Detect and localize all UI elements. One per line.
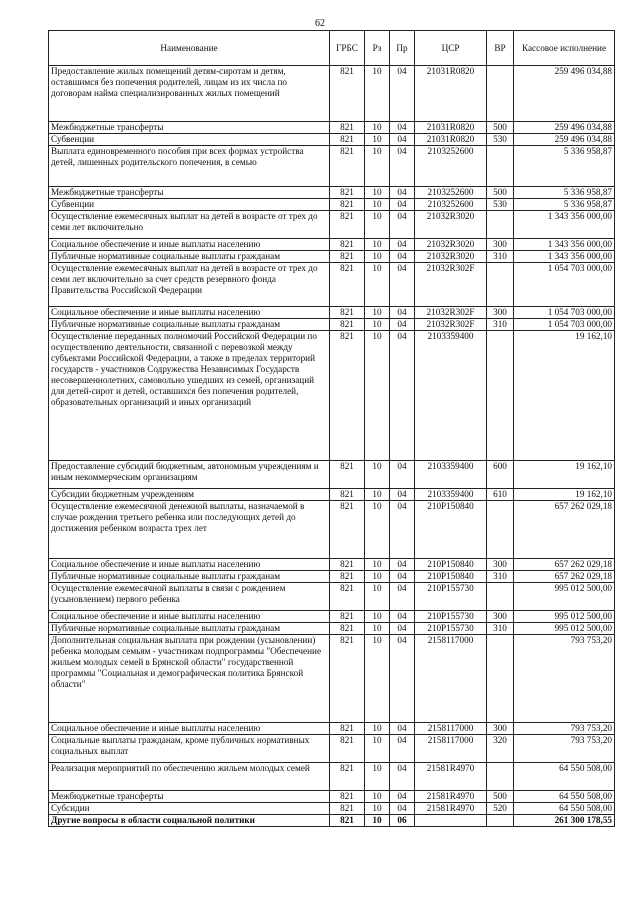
cell-csr: 2103252600 [415,187,487,199]
cell-amount: 793 753,20 [514,735,615,763]
table-row [49,134,615,146]
table-row [49,723,615,735]
cell-name: Социальные выплаты гражданам, кроме публичных нормативных социальных выплат [49,735,330,763]
cell-name: Публичные нормативные социальные выплаты гражданам [49,571,330,583]
header-csr: ЦСР [415,31,487,66]
cell-amount: 5 336 958,87 [514,199,615,211]
cell-pr: 04 [390,146,415,187]
cell-pr: 04 [390,723,415,735]
cell-name: Дополнительная социальная выплата при рождении (усыновлении) ребенка молодым семьям - участникам подпрограммы "Обеспечение жильем молодых семей в Брянской области" государственной программы "Социальная и демографическая политика Брянской области" [49,635,330,723]
cell-csr: 21581R4970 [415,791,487,803]
cell-name: Социальное обеспечение и иные выплаты населению [49,307,330,319]
table-row [49,187,615,199]
cell-vr: 300 [487,559,514,571]
cell-vr: 310 [487,623,514,635]
cell-name: Осуществление ежемесячной денежной выплаты, назначаемой в случае рождения третьего ребенка или последующих детей до достижения ребенком возраста трех лет [49,501,330,559]
cell-pr: 04 [390,122,415,134]
cell-amount: 1 343 356 000,00 [514,239,615,251]
cell-pr: 04 [390,489,415,501]
cell-pr: 04 [390,501,415,559]
cell-amount: 64 550 508,00 [514,791,615,803]
cell-rz: 10 [365,199,390,211]
cell-amount: 657 262 029,18 [514,559,615,571]
cell-vr [487,263,514,307]
cell-csr: 21031R0820 [415,122,487,134]
table-row [49,571,615,583]
cell-pr: 04 [390,331,415,461]
cell-amount: 1 343 356 000,00 [514,251,615,263]
table-row [49,735,615,763]
cell-grbs: 821 [330,146,365,187]
table-row [49,319,615,331]
cell-vr: 320 [487,735,514,763]
cell-csr: 2158117000 [415,735,487,763]
table-row [49,122,615,134]
cell-name: Предоставление жилых помещений детям-сиротам и детям, оставшимся без попечения родителей, лицам из их числа по договорам найма специализированных жилых помещений [49,66,330,122]
cell-grbs: 821 [330,501,365,559]
cell-pr: 04 [390,211,415,239]
cell-grbs: 821 [330,489,365,501]
table-row [49,489,615,501]
table-row [49,66,615,122]
cell-name: Субсидии [49,803,330,815]
cell-rz: 10 [365,331,390,461]
cell-grbs: 821 [330,331,365,461]
cell-name: Осуществление ежемесячных выплат на детей в возрасте от трех до семи лет включительно за счет средств резервного фонда Правительства Российской Федерации [49,263,330,307]
cell-csr: 2103252600 [415,146,487,187]
cell-vr: 310 [487,571,514,583]
cell-csr: 210P155730 [415,611,487,623]
header-vr: ВР [487,31,514,66]
cell-rz: 10 [365,146,390,187]
cell-grbs: 821 [330,735,365,763]
cell-amount: 259 496 034,88 [514,122,615,134]
cell-pr: 06 [390,815,415,827]
cell-rz: 10 [365,611,390,623]
cell-pr: 04 [390,571,415,583]
cell-grbs: 821 [330,461,365,489]
cell-name: Публичные нормативные социальные выплаты гражданам [49,623,330,635]
budget-execution-table [48,30,615,827]
cell-grbs: 821 [330,211,365,239]
cell-name: Предоставление субсидий бюджетным, автономным учреждениям и иным некоммерческим организациям [49,461,330,489]
page-number: 62 [315,18,325,29]
header-amount: Кассовое исполнение [514,31,615,66]
cell-grbs: 821 [330,559,365,571]
cell-amount: 657 262 029,18 [514,501,615,559]
cell-pr: 04 [390,735,415,763]
cell-csr: 21032R302F [415,319,487,331]
cell-vr [487,66,514,122]
cell-grbs: 821 [330,803,365,815]
cell-vr: 610 [487,489,514,501]
cell-rz: 10 [365,815,390,827]
cell-vr: 530 [487,199,514,211]
table-row [49,307,615,319]
table-row [49,763,615,791]
cell-amount: 1 054 703 000,00 [514,307,615,319]
cell-name: Субсидии бюджетным учреждениям [49,489,330,501]
cell-csr: 2103359400 [415,461,487,489]
cell-rz: 10 [365,489,390,501]
cell-name: Межбюджетные трансферты [49,187,330,199]
cell-name: Межбюджетные трансферты [49,122,330,134]
cell-vr: 310 [487,251,514,263]
cell-vr [487,815,514,827]
cell-csr: 21032R3020 [415,211,487,239]
cell-grbs: 821 [330,307,365,319]
cell-pr: 04 [390,635,415,723]
header-name: Наименование [49,31,330,66]
table-row [49,199,615,211]
cell-amount: 5 336 958,87 [514,146,615,187]
cell-vr: 300 [487,239,514,251]
cell-vr: 530 [487,134,514,146]
cell-amount: 793 753,20 [514,723,615,735]
cell-rz: 10 [365,735,390,763]
cell-amount: 259 496 034,88 [514,134,615,146]
table-row [49,611,615,623]
cell-amount: 995 012 500,00 [514,611,615,623]
cell-name: Субвенции [49,134,330,146]
cell-rz: 10 [365,66,390,122]
cell-csr: 210P155730 [415,583,487,611]
cell-csr [415,815,487,827]
table-row [49,211,615,239]
cell-csr: 210P150840 [415,559,487,571]
cell-name: Социальное обеспечение и иные выплаты населению [49,723,330,735]
cell-rz: 10 [365,623,390,635]
cell-rz: 10 [365,791,390,803]
cell-amount: 261 300 178,55 [514,815,615,827]
cell-grbs: 821 [330,763,365,791]
table-row [49,815,615,827]
cell-grbs: 821 [330,583,365,611]
cell-rz: 10 [365,122,390,134]
cell-vr [487,211,514,239]
cell-vr: 300 [487,307,514,319]
cell-grbs: 821 [330,623,365,635]
cell-vr [487,501,514,559]
cell-rz: 10 [365,251,390,263]
table-row [49,559,615,571]
cell-vr: 300 [487,723,514,735]
cell-grbs: 821 [330,815,365,827]
cell-rz: 10 [365,319,390,331]
cell-name: Социальное обеспечение и иные выплаты населению [49,559,330,571]
cell-grbs: 821 [330,571,365,583]
table-row [49,501,615,559]
cell-vr: 600 [487,461,514,489]
cell-name: Социальное обеспечение и иные выплаты населению [49,611,330,623]
cell-csr: 21032R302F [415,263,487,307]
cell-name: Реализация мероприятий по обеспечению жильем молодых семей [49,763,330,791]
cell-rz: 10 [365,583,390,611]
cell-amount: 1 343 356 000,00 [514,211,615,239]
cell-vr [487,635,514,723]
cell-amount: 793 753,20 [514,635,615,723]
cell-grbs: 821 [330,263,365,307]
cell-name: Публичные нормативные социальные выплаты гражданам [49,319,330,331]
cell-amount: 259 496 034,88 [514,66,615,122]
cell-grbs: 821 [330,635,365,723]
cell-csr: 2103252600 [415,199,487,211]
cell-csr: 210P150840 [415,571,487,583]
header-grbs: ГРБС [330,31,365,66]
cell-amount: 64 550 508,00 [514,803,615,815]
cell-grbs: 821 [330,251,365,263]
cell-rz: 10 [365,307,390,319]
cell-pr: 04 [390,263,415,307]
table-row [49,461,615,489]
table-row [49,263,615,307]
cell-vr [487,331,514,461]
cell-pr: 04 [390,611,415,623]
cell-pr: 04 [390,307,415,319]
cell-grbs: 821 [330,199,365,211]
cell-vr: 520 [487,803,514,815]
cell-name: Субвенции [49,199,330,211]
table-row [49,251,615,263]
cell-rz: 10 [365,239,390,251]
cell-csr: 2158117000 [415,635,487,723]
cell-pr: 04 [390,461,415,489]
cell-rz: 10 [365,763,390,791]
table-header-row [49,31,615,66]
cell-grbs: 821 [330,723,365,735]
cell-name: Выплата единовременного пособия при всех формах устройства детей, лишенных родительского попечения, в семью [49,146,330,187]
cell-csr: 2158117000 [415,723,487,735]
table-body [49,66,615,827]
cell-rz: 10 [365,501,390,559]
cell-name: Осуществление ежемесячной выплаты в связи с рождением (усыновлением) первого ребенка [49,583,330,611]
cell-vr: 310 [487,319,514,331]
table-row [49,146,615,187]
cell-amount: 19 162,10 [514,489,615,501]
cell-grbs: 821 [330,134,365,146]
cell-csr: 21031R0820 [415,134,487,146]
cell-amount: 64 550 508,00 [514,763,615,791]
cell-rz: 10 [365,187,390,199]
header-pr: Пр [390,31,415,66]
cell-vr [487,146,514,187]
cell-csr: 2103359400 [415,331,487,461]
cell-grbs: 821 [330,187,365,199]
cell-amount: 19 162,10 [514,461,615,489]
cell-pr: 04 [390,791,415,803]
cell-pr: 04 [390,763,415,791]
cell-pr: 04 [390,239,415,251]
cell-vr: 500 [487,791,514,803]
cell-grbs: 821 [330,122,365,134]
cell-vr: 300 [487,611,514,623]
cell-amount: 995 012 500,00 [514,583,615,611]
cell-amount: 19 162,10 [514,331,615,461]
table-row [49,239,615,251]
cell-vr: 500 [487,187,514,199]
cell-pr: 04 [390,134,415,146]
cell-name: Осуществление переданных полномочий Российской Федерации по осуществлению деятельности, связанной с перевозкой между субъектами Российской Федерации, а также в пределах территорий государств - участников Содружества Независимых Государств несовершеннолетних, самовольно ушедших из семей, организаций для детей-сирот и детей, оставшихся без попечения родителей, образовательных организаций и иных организаций [49,331,330,461]
cell-rz: 10 [365,134,390,146]
cell-rz: 10 [365,723,390,735]
cell-amount: 1 054 703 000,00 [514,263,615,307]
cell-rz: 10 [365,571,390,583]
table-row [49,635,615,723]
cell-csr: 21031R0820 [415,66,487,122]
cell-csr: 2103359400 [415,489,487,501]
cell-pr: 04 [390,623,415,635]
cell-name: Другие вопросы в области социальной политики [49,815,330,827]
cell-name: Осуществление ежемесячных выплат на детей в возрасте от трех до семи лет включительно [49,211,330,239]
cell-grbs: 821 [330,791,365,803]
cell-vr [487,763,514,791]
cell-pr: 04 [390,251,415,263]
cell-rz: 10 [365,803,390,815]
cell-name: Социальное обеспечение и иные выплаты населению [49,239,330,251]
cell-pr: 04 [390,199,415,211]
cell-csr: 210P155730 [415,623,487,635]
cell-rz: 10 [365,635,390,723]
cell-amount: 995 012 500,00 [514,623,615,635]
cell-grbs: 821 [330,239,365,251]
table-row [49,791,615,803]
cell-pr: 04 [390,803,415,815]
cell-name: Межбюджетные трансферты [49,791,330,803]
cell-rz: 10 [365,461,390,489]
table-row [49,583,615,611]
cell-amount: 1 054 703 000,00 [514,319,615,331]
cell-vr: 500 [487,122,514,134]
cell-amount: 5 336 958,87 [514,187,615,199]
table-row [49,623,615,635]
table-row [49,331,615,461]
cell-vr [487,583,514,611]
cell-csr: 21032R302F [415,307,487,319]
cell-pr: 04 [390,583,415,611]
cell-pr: 04 [390,319,415,331]
cell-rz: 10 [365,211,390,239]
cell-name: Публичные нормативные социальные выплаты гражданам [49,251,330,263]
cell-pr: 04 [390,187,415,199]
cell-csr: 21581R4970 [415,803,487,815]
cell-csr: 210P150840 [415,501,487,559]
cell-grbs: 821 [330,611,365,623]
cell-grbs: 821 [330,319,365,331]
cell-pr: 04 [390,66,415,122]
cell-csr: 21032R3020 [415,239,487,251]
cell-csr: 21032R3020 [415,251,487,263]
cell-csr: 21581R4970 [415,763,487,791]
cell-pr: 04 [390,559,415,571]
table-row [49,803,615,815]
cell-rz: 10 [365,559,390,571]
header-rz: Рз [365,31,390,66]
cell-grbs: 821 [330,66,365,122]
cell-amount: 657 262 029,18 [514,571,615,583]
cell-rz: 10 [365,263,390,307]
